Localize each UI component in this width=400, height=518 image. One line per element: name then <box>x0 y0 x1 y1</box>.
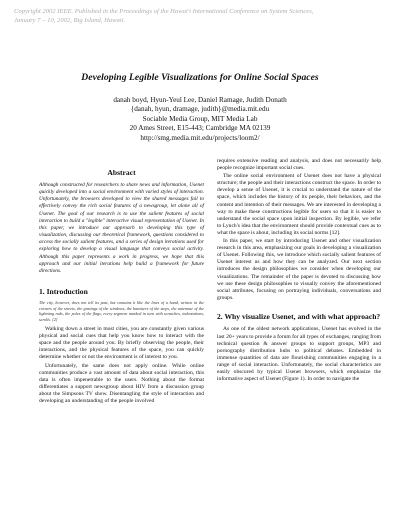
abstract-heading: Abstract <box>107 168 136 177</box>
paragraph: In this paper, we start by introducing Usenet and other visualization research in this area, emphasizing our goals in developing a visualization of Usenet. Following this, we introduce which socially salient features of Usenet interest us and how they can be analyzed. Our next section introduces the design philosophies we consider when developing our visualizations. The remainder of the paper is devoted to discussing how we use these design philosophies to visually convey the aforementioned social attributes, focusing on portraying individuals, conversations and groups. <box>217 238 381 301</box>
paragraph: As one of the oldest network applications, Usenet has evolved in the last 20+ years to provide a forum for all types of exchanges, ranging from technical question & answer groups to support groups, MP3 and pornography distribution hubs to political debates. Embedded in immense quantities of data are flourishing communities engaging in a range of social interaction. Unfortunately, the social characteristics are easily obscured by typical Usenet browsers, which emphasize the informative aspect of Usenet (Figure 1). In order to navigate the <box>217 326 381 383</box>
author-names: danah boyd, Hyun-Yeul Lee, Daniel Ramage, Judith Donath <box>113 96 287 104</box>
project-url: http://smg.media.mit.edu/projects/loom2/ <box>140 133 260 142</box>
section-2-heading: 2. Why visualize Usenet, and with what approach? <box>217 311 381 321</box>
epigraph: The city, however, does not tell its past, but contains it like the lines of a hand, written in the corners of the streets, the gratings of the windows, the banisters of the steps, the antennae of the lightning rods, the poles of the flags, every segment marked in turn with scratches, indentations, scrolls. [2] <box>39 300 204 322</box>
paragraph: The online social environment of Usenet does not have a physical structure; the people and their interactions construct the space. In order to develop a sense of Usenet, it is crucial to understand the nature of the space, which includes the history of its people, their behaviors, and the content and intention of their messages. We are interested in developing a way to make these constructions legible for users so that it is easier to understand the social space upon initial inspection. By legible, we refer to Lynch's idea that the environment should provide contextual cues as to what the space is about, including its social norms [12]. <box>217 173 381 236</box>
left-column <box>39 168 204 405</box>
author-affiliation: Sociable Media Group, MIT Media Lab <box>142 114 258 123</box>
abstract-text: Although constructed for researchers to share news and information, Usenet quickly developed into a social environment with varied styles of interaction. Unfortunately, the browsers developed to view the shared messages fail to effectively convey the rich social features of a newsgroup, let alone all of Usenet. The goal of our research is to use the salient features of social interaction to build a "legible" interactive visual representation of Usenet. In this paper, we introduce our approach to developing this type of visualization, discussing our theoretical framework, questions considered to access the socially salient features, and a series of design iterations used for exploring how to develop a visual language that conveys social activity. Although this paper represents a work in progress, we hope that this approach and our initial iterations help build a framework for future directions. <box>39 182 204 274</box>
author-block <box>0 96 400 143</box>
paragraph: Unfortunately, the same does not apply online. While online communities produce a vast amount of data about social interaction, this data is often impenetrable to the users. Nothing about the format differentiates a support newsgroup about HIV from a discussion group about the Simpsons TV show. Disentangling the style of interaction and developing an understanding of the people involved <box>39 362 204 404</box>
author-address: 20 Ames Street, E15-443; Cambridge MA 02139 <box>129 124 271 133</box>
right-column <box>217 158 381 383</box>
author-emails: {danah, hyun, dramage, judith}@media.mit.edu <box>130 105 270 114</box>
introduction-heading: 1. Introduction <box>39 287 88 297</box>
paragraph: requires extensive reading and analysis, and does not necessarily help people recognize important social cues. <box>217 158 381 172</box>
paper-title: Developing Legible Visualizations for Online Social Spaces <box>81 72 319 83</box>
copyright-notice: Copyright 2002 IEEE. Published in the Proceedings of the Hawai'i International Conference on System Sciences, January 7 – 10, 2002, Big Island, Hawaii. <box>14 8 314 24</box>
paragraph: Walking down a street in most cities, you are constantly given various physical and social cues that help you know how to interact with the space and the people around you. By briefly observing the people, their interactions, and the physical features of the space, you can quickly determine whether or not the environment is of interest to you. <box>39 326 204 361</box>
